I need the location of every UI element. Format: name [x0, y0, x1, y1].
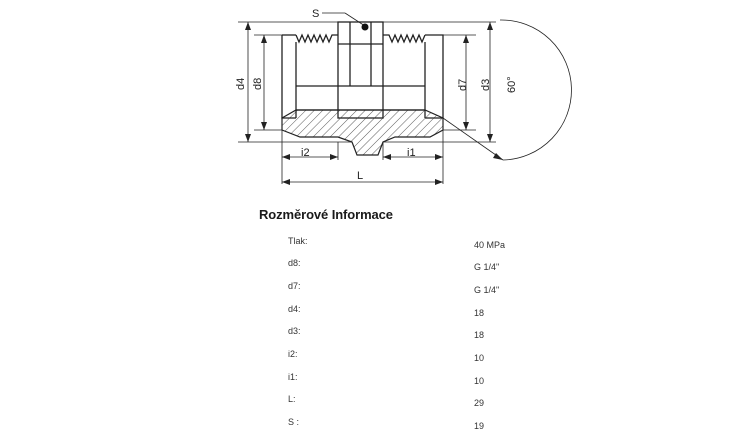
label-d4: d4 — [235, 77, 247, 90]
spec-row-l — [0, 394, 750, 408]
s-marker-dot — [362, 24, 369, 31]
technical-drawing — [0, 0, 750, 200]
spec-value: 18 — [474, 330, 485, 340]
spec-value: 19 — [474, 421, 485, 431]
spec-label: d8: — [288, 258, 301, 268]
spec-label: S : — [288, 417, 300, 427]
spec-row-i1 — [0, 372, 750, 386]
spec-label: Tlak: — [288, 236, 308, 246]
fitting-body — [282, 22, 443, 118]
spec-row-d8 — [0, 258, 750, 272]
spec-row-pressure — [0, 236, 750, 250]
label-l: L — [357, 170, 364, 182]
section-title: Rozměrové Informace — [259, 207, 393, 222]
spec-value: 10 — [474, 376, 485, 386]
spec-value: G 1/4" — [474, 285, 500, 295]
spec-label: d7: — [288, 281, 301, 291]
spec-label: L: — [288, 394, 296, 404]
spec-row-d4 — [0, 304, 750, 318]
label-d7: d7 — [457, 78, 469, 91]
spec-value: G 1/4" — [474, 262, 500, 272]
label-s: S — [312, 8, 320, 20]
spec-row-i2 — [0, 349, 750, 363]
label-i1: i1 — [407, 147, 416, 159]
label-60-degrees: 60° — [506, 76, 518, 93]
spec-row-d7 — [0, 281, 750, 295]
spec-label: d3: — [288, 326, 301, 336]
spec-value: 18 — [474, 308, 485, 318]
spec-label: i1: — [288, 372, 298, 382]
arrowheads — [245, 22, 503, 185]
label-d3: d3 — [480, 78, 492, 91]
spec-value: 10 — [474, 353, 485, 363]
spec-value: 29 — [474, 398, 485, 408]
label-d8: d8 — [252, 77, 264, 90]
label-i2: i2 — [301, 147, 310, 159]
spec-row-d3 — [0, 326, 750, 340]
spec-row-s — [0, 417, 750, 431]
spec-value: 40 MPa — [474, 240, 506, 250]
spec-label: i2: — [288, 349, 298, 359]
spec-label: d4: — [288, 304, 301, 314]
